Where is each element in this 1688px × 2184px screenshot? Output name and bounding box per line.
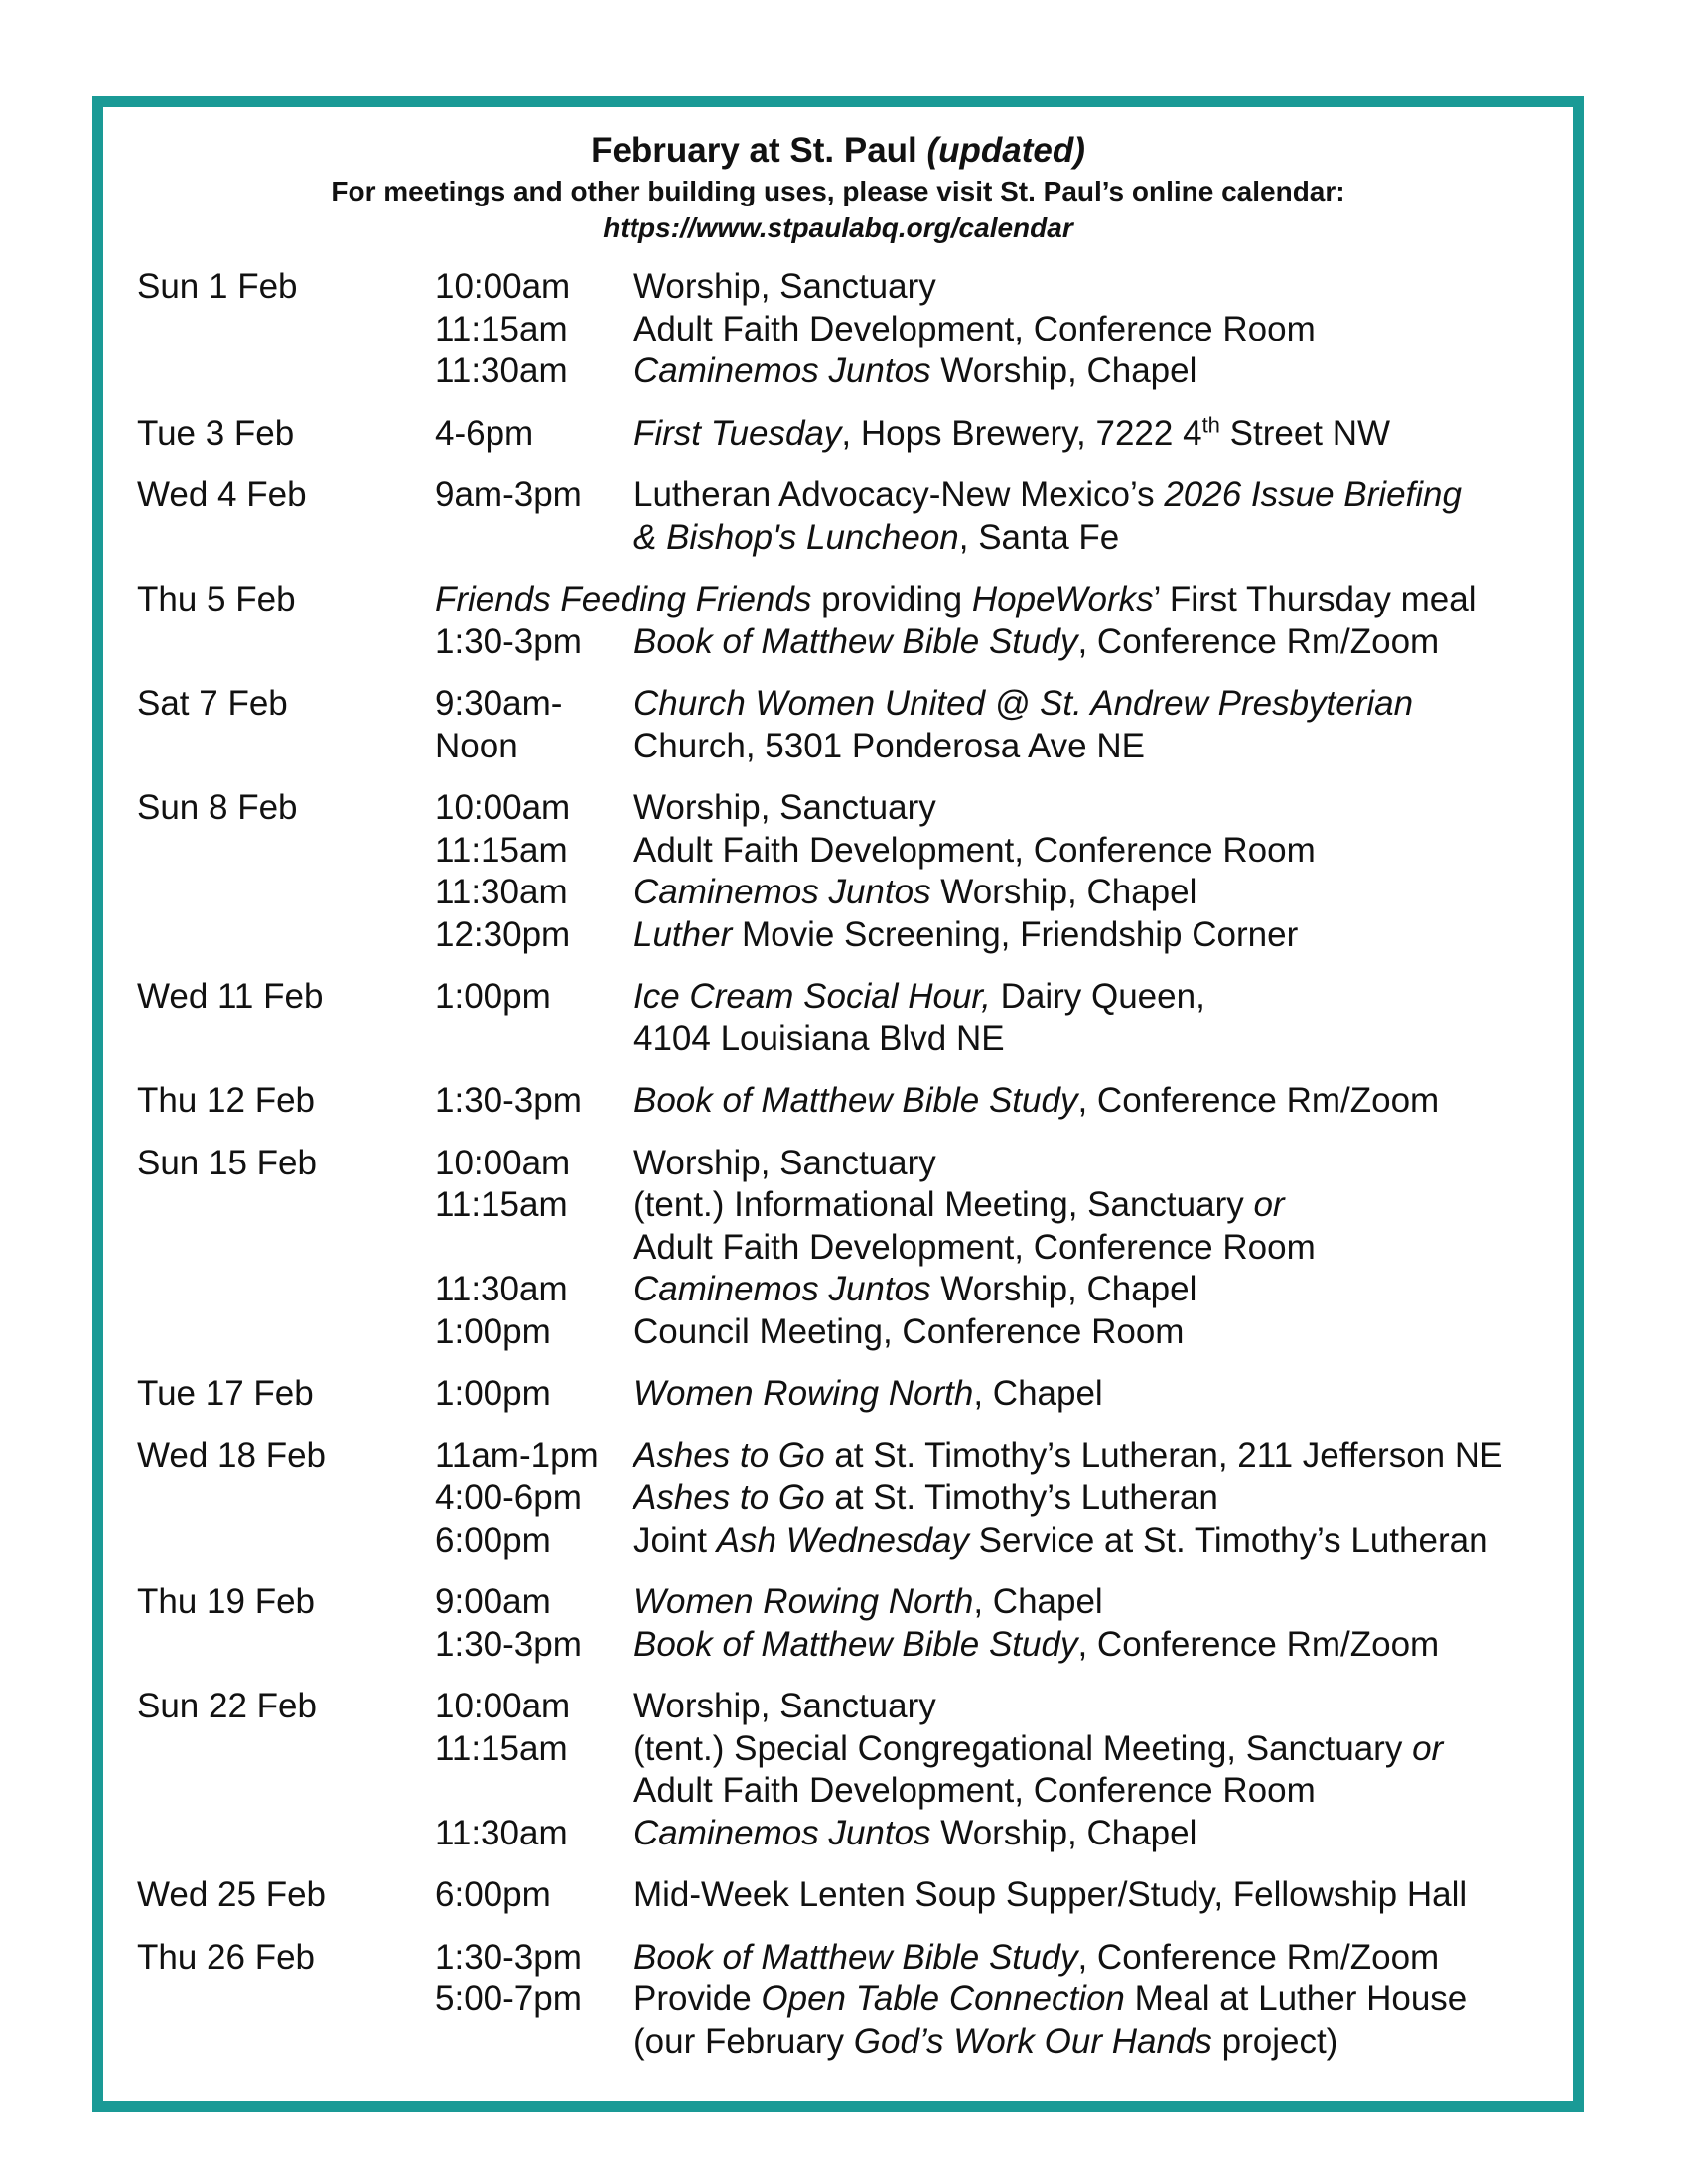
event-description <box>633 1979 1577 2021</box>
event-description <box>633 914 1577 957</box>
event-time: 12:30pm <box>435 914 571 954</box>
italic-text: Caminemos Juntos <box>633 351 931 390</box>
day-block <box>137 475 1577 559</box>
italic-text: Ashes to Go <box>633 1478 825 1517</box>
text-segment: Adult Faith Development, Conference Room <box>633 830 1316 870</box>
italic-text: Caminemos Juntos <box>633 873 931 911</box>
event-time: Noon <box>435 726 518 765</box>
event-time <box>435 517 633 560</box>
event-description <box>633 1184 1577 1227</box>
text-segment: Adult Faith Development, Conference Room <box>633 1227 1316 1267</box>
calendar-frame <box>92 96 1584 2112</box>
italic-text: Women Rowing North <box>633 1374 974 1413</box>
event-rows <box>435 1143 1577 1354</box>
day-block <box>137 1581 1577 1666</box>
event-description <box>633 475 1577 517</box>
event-description <box>633 266 1577 309</box>
title-note: (updated) <box>926 131 1085 170</box>
event-rows <box>435 787 1577 956</box>
day-block <box>137 976 1577 1060</box>
event-time: 4:00-6pm <box>435 1478 582 1517</box>
day-block <box>137 413 1577 456</box>
event-description <box>633 2021 1577 2064</box>
event-date: Thu 5 Feb <box>137 580 296 618</box>
event-rows <box>435 266 1577 393</box>
event-time: 1:00pm <box>435 1374 551 1413</box>
italic-text: Open Table Connection <box>761 1979 1125 2018</box>
event-time: 10:00am <box>435 1143 571 1182</box>
event-rows <box>435 1080 1577 1123</box>
event-time: 1:00pm <box>435 1311 551 1351</box>
text-segment: Service at St. Timothy’s Lutheran <box>968 1520 1488 1560</box>
italic-text: Friends Feeding Friends <box>435 580 812 618</box>
event-rows <box>435 1373 1577 1416</box>
day-block <box>137 1937 1577 2064</box>
event-time: 1:30-3pm <box>435 1081 582 1120</box>
text-segment: Council Meeting, Conference Room <box>633 1311 1185 1351</box>
text-segment: at St. Timothy’s Lutheran, 211 Jefferson NE <box>824 1435 1503 1475</box>
text-segment: , Conference Rm/Zoom <box>1077 1081 1440 1120</box>
event-rows <box>435 1937 1577 2064</box>
event-time: 10:00am <box>435 1687 571 1725</box>
event-date: Wed 4 Feb <box>137 476 307 514</box>
event-description <box>633 1874 1577 1917</box>
event-description <box>633 621 1577 664</box>
event-date: Tue 17 Feb <box>137 1374 314 1413</box>
event-description <box>633 1728 1577 1771</box>
day-block <box>137 579 1577 663</box>
italic-text: Book of Matthew Bible Study <box>633 621 1078 661</box>
event-description <box>633 1019 1577 1061</box>
text-segment: Worship, Chapel <box>930 351 1197 390</box>
text-segment: , Conference Rm/Zoom <box>1077 621 1440 661</box>
superscript-text: th <box>1201 411 1220 437</box>
calendar-url-link[interactable]: https://www.stpaulabq.org/calendar <box>603 212 1073 243</box>
event-rows <box>435 413 1577 456</box>
title-text: February at St. Paul <box>591 131 917 170</box>
text-segment: at St. Timothy’s Lutheran <box>824 1478 1218 1517</box>
day-block <box>137 787 1577 956</box>
event-date: Wed 18 Feb <box>137 1435 327 1475</box>
event-description <box>633 413 1577 456</box>
day-block <box>137 1874 1577 1917</box>
text-segment: (our February <box>633 2021 854 2061</box>
event-time: 11:30am <box>435 873 568 911</box>
event-date: Thu 19 Feb <box>137 1582 315 1621</box>
event-time: 1:30-3pm <box>435 1624 582 1664</box>
text-segment: , Conference Rm/Zoom <box>1077 1937 1440 1977</box>
italic-text: 2026 Issue Briefing <box>1164 476 1462 514</box>
italic-text: Ashes to Go <box>633 1435 825 1475</box>
event-rows <box>435 1435 1577 1563</box>
text-segment: Worship, Chapel <box>930 1270 1197 1308</box>
event-time: 1:30-3pm <box>435 621 582 661</box>
event-time: 6:00pm <box>435 1520 551 1560</box>
event-time: 4-6pm <box>435 413 534 453</box>
event-description <box>633 1813 1577 1855</box>
event-date: Sun 1 Feb <box>137 267 298 306</box>
event-description <box>633 1770 1577 1813</box>
text-segment: Worship, Sanctuary <box>633 1687 936 1725</box>
italic-text: First Tuesday <box>633 413 842 453</box>
event-time: 11am-1pm <box>435 1435 599 1475</box>
event-description <box>633 830 1577 873</box>
event-description <box>633 1311 1577 1354</box>
event-time: 11:15am <box>435 1728 568 1768</box>
text-segment: Adult Faith Development, Conference Room <box>633 1771 1316 1810</box>
text-segment: Worship, Chapel <box>930 873 1197 911</box>
event-description <box>633 872 1577 914</box>
event-date: Wed 11 Feb <box>137 977 324 1016</box>
text-segment: Worship, Sanctuary <box>633 267 936 306</box>
event-description <box>633 1520 1577 1563</box>
italic-text: Caminemos Juntos <box>633 1813 931 1852</box>
text-segment: Mid-Week Lenten Soup Supper/Study, Fellowship Hall <box>633 1875 1468 1914</box>
event-description <box>633 1686 1577 1728</box>
text-segment: ’ First Thursday meal <box>1153 580 1477 618</box>
event-time: 11:15am <box>435 830 568 870</box>
event-description <box>633 517 1577 560</box>
event-time: 11:15am <box>435 1185 568 1224</box>
event-time <box>435 1019 633 1061</box>
text-segment: Provide <box>633 1979 762 2018</box>
event-description <box>633 350 1577 393</box>
italic-text: or <box>1412 1728 1444 1768</box>
text-segment: , Chapel <box>973 1582 1103 1621</box>
text-segment: Movie Screening, Friendship Corner <box>732 914 1299 954</box>
day-block <box>137 1373 1577 1416</box>
text-segment: , Conference Rm/Zoom <box>1077 1624 1440 1664</box>
day-block <box>137 1143 1577 1354</box>
event-time: 11:30am <box>435 1270 568 1308</box>
event-date: Sun 22 Feb <box>137 1687 317 1725</box>
italic-text: & Bishop's Luncheon <box>633 517 959 557</box>
italic-text: Luther <box>633 914 733 954</box>
event-time: 9am-3pm <box>435 476 582 514</box>
text-segment: Dairy Queen, <box>990 977 1205 1016</box>
event-description <box>633 1624 1577 1667</box>
event-time: 9:30am- <box>435 684 563 723</box>
event-description <box>633 726 1577 768</box>
event-description <box>633 1435 1577 1478</box>
event-time: 6:00pm <box>435 1875 551 1914</box>
event-date: Thu 26 Feb <box>137 1937 315 1977</box>
text-segment: , Hops Brewery, 7222 4 <box>841 413 1202 453</box>
event-date: Sun 15 Feb <box>137 1143 317 1182</box>
event-description <box>633 683 1577 726</box>
event-date: Thu 12 Feb <box>137 1081 315 1120</box>
day-block <box>137 1435 1577 1563</box>
event-rows <box>435 1581 1577 1666</box>
event-description <box>435 579 1577 621</box>
event-time: 11:30am <box>435 1813 568 1852</box>
event-description <box>633 1373 1577 1416</box>
event-description <box>633 1143 1577 1185</box>
event-rows <box>435 579 1577 663</box>
event-description <box>633 1227 1577 1270</box>
event-rows <box>435 1686 1577 1854</box>
event-time <box>435 2021 633 2064</box>
text-segment: , Santa Fe <box>958 517 1120 557</box>
text-segment: Joint <box>633 1520 717 1560</box>
text-segment: (tent.) Special Congregational Meeting, Sanctuary <box>633 1728 1413 1768</box>
event-description <box>633 787 1577 830</box>
italic-text: or <box>1253 1185 1285 1224</box>
event-time: 11:30am <box>435 351 568 390</box>
event-description <box>633 309 1577 351</box>
event-rows <box>435 1874 1577 1917</box>
text-segment: 4104 Louisiana Blvd NE <box>633 1019 1005 1058</box>
event-time: 10:00am <box>435 788 571 827</box>
day-block <box>137 1080 1577 1123</box>
text-segment: Street NW <box>1219 413 1391 453</box>
day-block <box>137 683 1577 767</box>
event-list <box>137 266 1577 2083</box>
event-date: Wed 25 Feb <box>137 1875 327 1914</box>
italic-text: Women Rowing North <box>633 1582 974 1621</box>
event-rows <box>435 683 1577 767</box>
italic-text: Book of Matthew Bible Study <box>633 1937 1078 1977</box>
event-description <box>633 1581 1577 1624</box>
text-segment: Worship, Sanctuary <box>633 788 936 827</box>
italic-text: Ice Cream Social Hour, <box>633 977 991 1016</box>
day-block <box>137 266 1577 393</box>
event-rows <box>435 475 1577 559</box>
event-date: Sat 7 Feb <box>137 684 288 723</box>
italic-text: HopeWorks <box>971 580 1154 618</box>
italic-text: Book of Matthew Bible Study <box>633 1081 1078 1120</box>
event-time <box>435 1227 633 1270</box>
subtitle: For meetings and other building uses, please visit St. Paul’s online calendar: <box>331 176 1345 206</box>
event-time: 11:15am <box>435 309 568 348</box>
text-segment: Meal at Luther House <box>1124 1979 1468 2018</box>
event-time: 9:00am <box>435 1582 551 1621</box>
text-segment: Adult Faith Development, Conference Room <box>633 309 1316 348</box>
event-description <box>633 1477 1577 1520</box>
text-segment: providing <box>811 580 972 618</box>
italic-text: God’s Work Our Hands <box>853 2021 1212 2061</box>
event-description <box>633 976 1577 1019</box>
italic-text: Church Women United @ St. Andrew Presbyterian <box>633 684 1414 723</box>
text-segment: Church, 5301 Ponderosa Ave NE <box>633 726 1145 765</box>
text-segment: , Chapel <box>973 1374 1103 1413</box>
text-segment: (tent.) Informational Meeting, Sanctuary <box>633 1185 1254 1224</box>
italic-text: Book of Matthew Bible Study <box>633 1624 1078 1664</box>
text-segment: Lutheran Advocacy-New Mexico’s <box>633 476 1165 514</box>
event-date: Sun 8 Feb <box>137 788 298 827</box>
text-segment: Worship, Sanctuary <box>633 1143 936 1182</box>
event-time: 1:30-3pm <box>435 1937 582 1977</box>
day-block <box>137 1686 1577 1854</box>
event-time: 5:00-7pm <box>435 1979 582 2018</box>
event-description <box>633 1937 1577 1979</box>
event-time <box>435 1770 633 1813</box>
event-description <box>633 1080 1577 1123</box>
event-time: 10:00am <box>435 267 571 306</box>
page-title <box>103 129 1573 173</box>
event-description <box>633 1269 1577 1311</box>
calendar-header <box>103 129 1573 246</box>
italic-text: Ash Wednesday <box>716 1520 969 1560</box>
text-segment: project) <box>1211 2021 1338 2061</box>
event-time: 1:00pm <box>435 977 551 1016</box>
event-date: Tue 3 Feb <box>137 413 295 453</box>
text-segment: Worship, Chapel <box>930 1813 1197 1852</box>
italic-text: Caminemos Juntos <box>633 1270 931 1308</box>
event-rows <box>435 976 1577 1060</box>
